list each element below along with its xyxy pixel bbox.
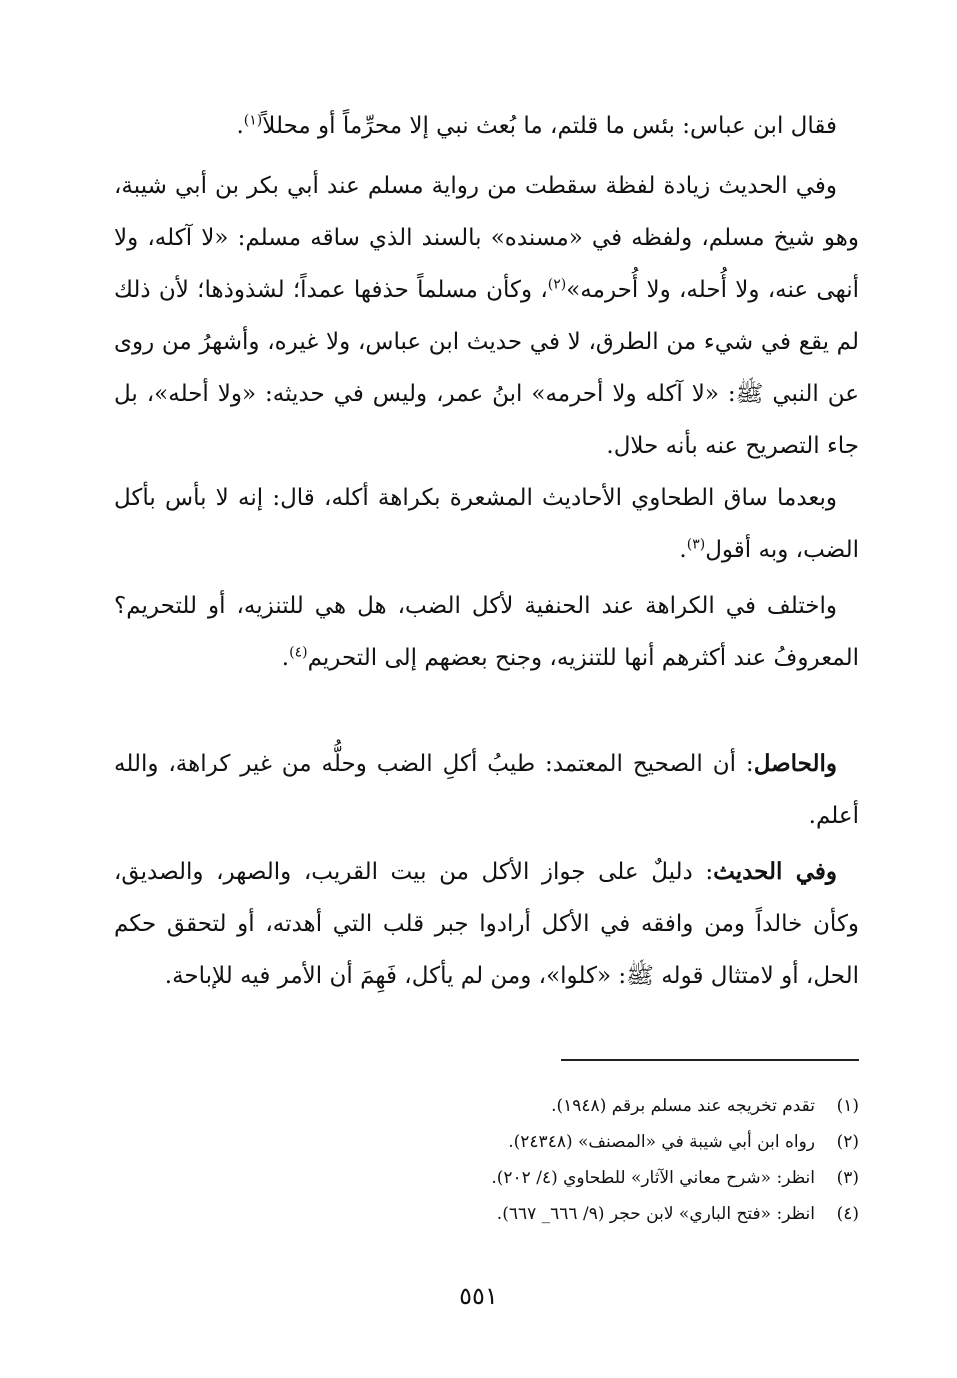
body-text: [114, 100, 859, 152]
footnote-2: [114, 1124, 859, 1160]
paragraph-4: [114, 580, 859, 684]
body-text-3: [114, 472, 859, 576]
footnote-ref-3[interactable]: (٣): [686, 536, 706, 553]
page-number: ٥٥١: [459, 1282, 498, 1310]
paragraph-2-text-b: ، وكأن مسلماً حذفها عمداً؛ لشذوذها؛ لأن ذلك لم يقع في شيء من الطرق، لا في حديث ابن عباس، ولا غيره، وأشهرُ من روى عن النبي ﷺ: «لا آكله ولا أحرمه» ابنُ عمر، وليس في حديثه: «ولا أحله»، بل جاء التصريح عنه بأنه حلال.: [114, 277, 859, 459]
paragraph-4-end: .: [281, 645, 290, 671]
body-text-6: [114, 846, 859, 1002]
paragraph-1: [114, 100, 859, 152]
footnote-2-number: (٢): [836, 1132, 859, 1152]
body-text-4: [114, 580, 859, 684]
footnote-3-number: (٣): [836, 1168, 859, 1188]
footnote-divider: [561, 1059, 859, 1061]
body-text-5: [114, 738, 859, 842]
footnote-4: [114, 1196, 859, 1232]
footnote-1-text: تقدم تخريجه عند مسلم برقم (١٩٤٨).: [551, 1096, 815, 1116]
footnotes: [114, 1088, 859, 1232]
footnote-1-number: (١): [836, 1096, 859, 1116]
paragraph-2: [114, 160, 859, 472]
paragraph-6-text: : دليلٌ على جواز الأكل من بيت القريب، والصهر، والصديق، وكأن خالداً ومن وافقه في الأكل أرادوا جبر قلب التي أهدته، أو لتحقق حكم الحل، أو لامتثال قوله ﷺ: «كلوا»، ومن لم يأكل، فَهِمَ أن الأمر فيه للإباحة.: [114, 859, 859, 989]
footnote-4-text: انظر: «فتح الباري» لابن حجر (٩/ ٦٦٦_ ٦٦٧).: [496, 1204, 815, 1224]
paragraph-6: [114, 846, 859, 1002]
paragraph-4-text: واختلف في الكراهة عند الحنفية لأكل الضب، هل هي للتنزيه، أو للتحريم؟ المعروفُ عند أكثرهم أنها للتنزيه، وجنح بعضهم إلى التحريم: [114, 593, 859, 671]
footnote-1: [114, 1088, 859, 1124]
paragraph-5-text: : أن الصحيح المعتمد: طيبُ أكلِ الضب وحلُّه من غير كراهة، والله أعلم.: [114, 751, 859, 829]
footnote-3-text: انظر: «شرح معاني الآثار» للطحاوي (٤/ ٢٠٢).: [491, 1168, 815, 1188]
footnote-ref-4[interactable]: (٤): [289, 644, 308, 661]
footnote-2-text: رواه ابن أبي شيبة في «المصنف» (٢٤٣٤٨).: [508, 1132, 815, 1152]
paragraph-1-end: .: [236, 113, 244, 139]
paragraph-5: [114, 738, 859, 842]
paragraph-3: [114, 472, 859, 576]
footnote-ref-2[interactable]: (٢): [547, 276, 567, 293]
paragraph-3-text: وبعدما ساق الطحاوي الأحاديث المشعرة بكراهة أكله، قال: إنه لا بأس بأكل الضب، وبه أقول: [114, 485, 859, 563]
paragraph-3-end: .: [679, 537, 687, 563]
paragraph-6-heading: وفي الحديث: [713, 858, 837, 885]
body-text-2: [114, 160, 859, 472]
paragraph-5-heading: والحاصل: [753, 750, 837, 777]
paragraph-2-text-a: وفي الحديث زيادة لفظة سقطت من رواية مسلم عند أبي بكر بن أبي شيبة، وهو شيخ مسلم، ولفظه في «مسنده» بالسند الذي ساقه مسلم: «لا آكله، ولا أنهى عنه، ولا أُحله، ولا أُحرمه»: [114, 173, 859, 303]
footnote-3: [114, 1160, 859, 1196]
footnote-4-number: (٤): [836, 1204, 859, 1224]
paragraph-1-text: فقال ابن عباس: بئس ما قلتم، ما بُعث نبي إلا محرِّماً أو محللاً: [262, 113, 837, 139]
footnote-ref-1[interactable]: (١): [243, 112, 263, 129]
